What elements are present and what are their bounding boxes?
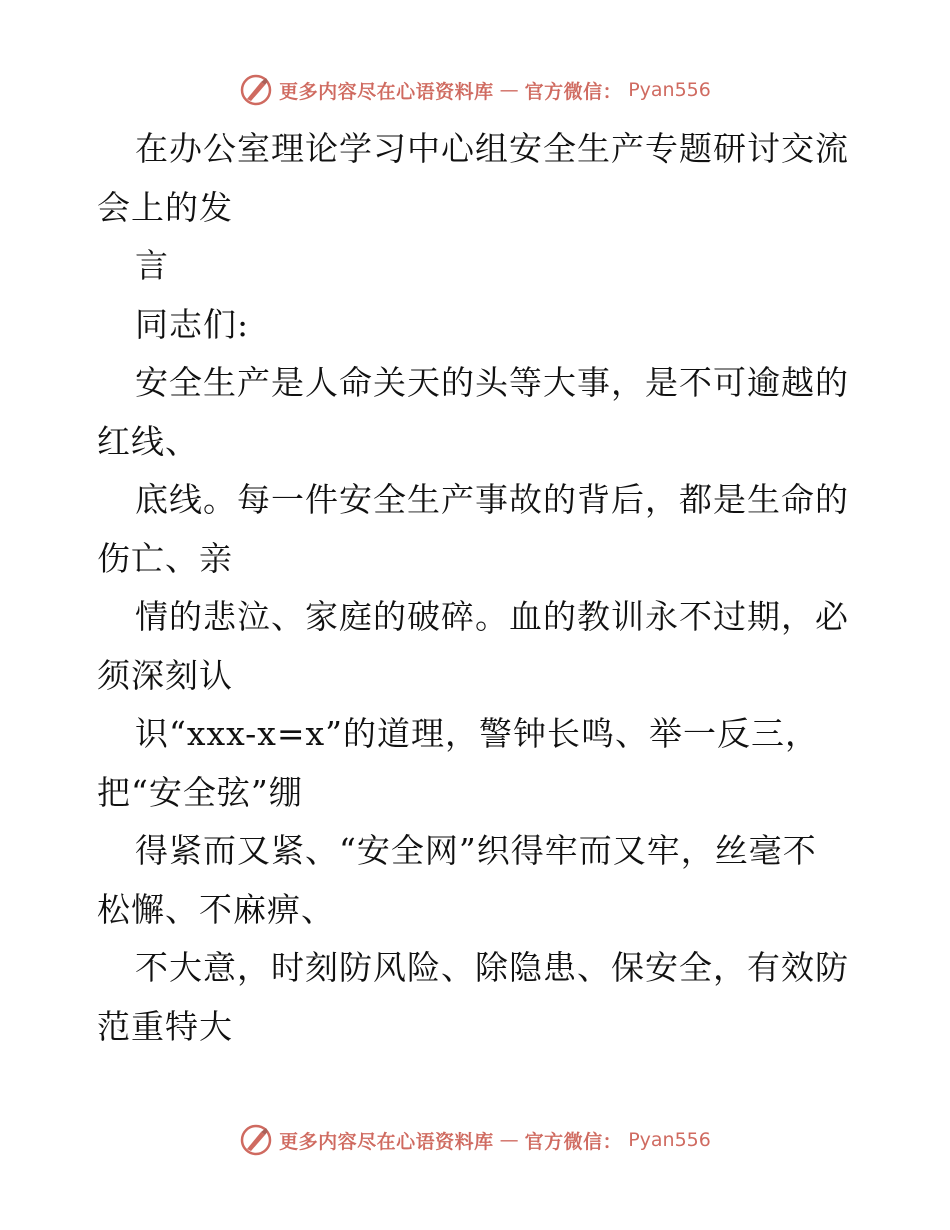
text-line: 底线。每一件安全生产事故的背后，都是生命的 <box>135 480 849 519</box>
footer-watermark <box>0 1120 950 1160</box>
text-line: 同志们: <box>135 304 250 344</box>
text-line: 把“安全弦”绷 <box>97 772 303 812</box>
text-line: 情的悲泣、家庭的破碎。血的教训永不过期，必 <box>135 597 849 636</box>
document-body <box>97 120 867 1056</box>
quill-logo-icon <box>239 73 273 107</box>
watermark-brand: 更多内容尽在心语资料库 <box>279 80 494 103</box>
text-line: 安全生产是人命关天的头等大事，是不可逾越的 <box>135 363 849 402</box>
text-line: 松懈、不麻痹、 <box>97 889 335 929</box>
text-line: 红线、 <box>97 421 199 461</box>
watermark-wechat-handle: Pyan556 <box>628 79 711 101</box>
text-line: 言 <box>135 246 169 285</box>
text-line: 会上的发 <box>97 187 233 227</box>
header-watermark <box>0 70 950 110</box>
watermark-wechat-label: 官方微信： <box>524 80 623 103</box>
text-line: 不大意，时刻防风险、除隐患、保安全，有效防 <box>135 948 849 987</box>
watermark-wechat-handle: Pyan556 <box>628 1129 711 1151</box>
watermark-separator: — <box>499 79 519 101</box>
text-line: 识“xxx-x=x”的道理，警钟长鸣、举一反三， <box>135 714 820 753</box>
text-line: 伤亡、亲 <box>97 538 233 578</box>
watermark-separator: — <box>499 1129 519 1151</box>
text-line: 范重特大 <box>97 1006 233 1046</box>
text-line: 在办公室理论学习中心组安全生产专题研讨交流 <box>135 129 849 168</box>
text-line: 得紧而又紧、“安全网”织得牢而又牢，丝毫不 <box>135 831 817 870</box>
text-line: 须深刻认 <box>97 655 233 695</box>
watermark-brand: 更多内容尽在心语资料库 <box>279 1130 494 1153</box>
watermark-wechat-label: 官方微信： <box>524 1130 623 1153</box>
quill-logo-icon <box>239 1123 273 1157</box>
